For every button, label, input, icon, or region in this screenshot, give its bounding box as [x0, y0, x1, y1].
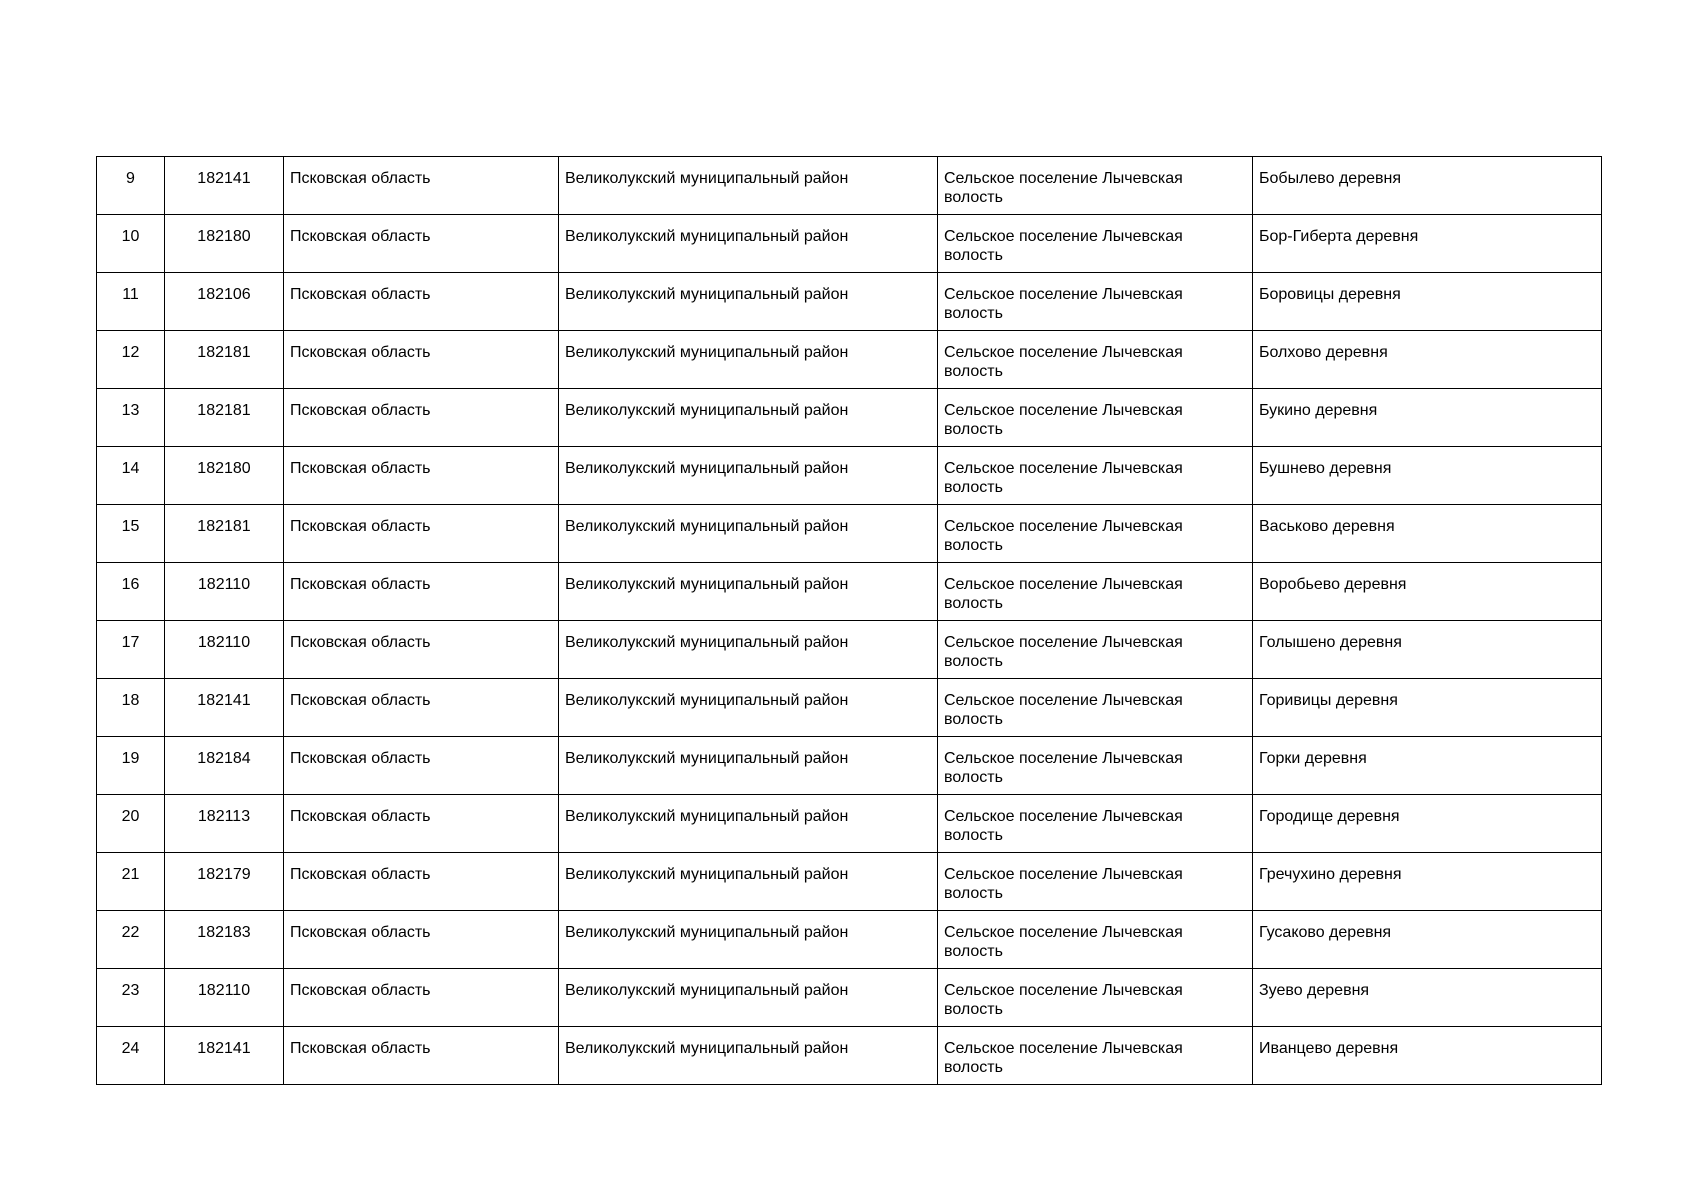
postal-index-cell: 182141: [165, 679, 284, 737]
table-row: [97, 679, 1602, 737]
settlement-cell: Сельское поселение Лычевская волость: [938, 911, 1253, 969]
row-number-cell: 15: [97, 505, 165, 563]
row-number-cell: 22: [97, 911, 165, 969]
table-row: [97, 1027, 1602, 1085]
region-cell: Псковская область: [284, 911, 559, 969]
locality-cell: Болхово деревня: [1253, 331, 1602, 389]
locality-cell: Боровицы деревня: [1253, 273, 1602, 331]
locality-cell: Горки деревня: [1253, 737, 1602, 795]
locality-cell: Иванцево деревня: [1253, 1027, 1602, 1085]
postal-index-cell: 182181: [165, 505, 284, 563]
region-cell: Псковская область: [284, 969, 559, 1027]
locality-cell: Васьково деревня: [1253, 505, 1602, 563]
row-number-cell: 17: [97, 621, 165, 679]
settlement-cell: Сельское поселение Лычевская волость: [938, 331, 1253, 389]
region-cell: Псковская область: [284, 157, 559, 215]
region-cell: Псковская область: [284, 505, 559, 563]
region-cell: Псковская область: [284, 621, 559, 679]
table-row: [97, 911, 1602, 969]
postal-index-cell: 182181: [165, 331, 284, 389]
postal-index-cell: 182106: [165, 273, 284, 331]
region-cell: Псковская область: [284, 389, 559, 447]
table-row: [97, 853, 1602, 911]
region-cell: Псковская область: [284, 331, 559, 389]
locality-cell: Городище деревня: [1253, 795, 1602, 853]
row-number-cell: 14: [97, 447, 165, 505]
settlement-cell: Сельское поселение Лычевская волость: [938, 1027, 1253, 1085]
postal-index-cell: 182183: [165, 911, 284, 969]
table-row: [97, 157, 1602, 215]
locality-cell: Гусаково деревня: [1253, 911, 1602, 969]
settlement-cell: Сельское поселение Лычевская волость: [938, 737, 1253, 795]
settlement-cell: Сельское поселение Лычевская волость: [938, 505, 1253, 563]
district-cell: Великолукский муниципальный район: [559, 505, 938, 563]
row-number-cell: 16: [97, 563, 165, 621]
row-number-cell: 19: [97, 737, 165, 795]
district-cell: Великолукский муниципальный район: [559, 853, 938, 911]
district-cell: Великолукский муниципальный район: [559, 389, 938, 447]
table-row: [97, 737, 1602, 795]
district-cell: Великолукский муниципальный район: [559, 795, 938, 853]
locality-cell: Бобылево деревня: [1253, 157, 1602, 215]
settlement-cell: Сельское поселение Лычевская волость: [938, 679, 1253, 737]
table-row: [97, 273, 1602, 331]
region-cell: Псковская область: [284, 447, 559, 505]
locality-cell: Бор-Гиберта деревня: [1253, 215, 1602, 273]
district-cell: Великолукский муниципальный район: [559, 157, 938, 215]
row-number-cell: 9: [97, 157, 165, 215]
district-cell: Великолукский муниципальный район: [559, 737, 938, 795]
row-number-cell: 20: [97, 795, 165, 853]
table-body: [97, 157, 1602, 1085]
settlement-cell: Сельское поселение Лычевская волость: [938, 563, 1253, 621]
district-cell: Великолукский муниципальный район: [559, 331, 938, 389]
row-number-cell: 13: [97, 389, 165, 447]
postal-index-cell: 182141: [165, 1027, 284, 1085]
row-number-cell: 23: [97, 969, 165, 1027]
settlement-cell: Сельское поселение Лычевская волость: [938, 969, 1253, 1027]
table-row: [97, 331, 1602, 389]
table-row: [97, 215, 1602, 273]
settlement-cell: Сельское поселение Лычевская волость: [938, 621, 1253, 679]
postal-index-cell: 182184: [165, 737, 284, 795]
settlement-cell: Сельское поселение Лычевская волость: [938, 447, 1253, 505]
region-cell: Псковская область: [284, 1027, 559, 1085]
region-cell: Псковская область: [284, 679, 559, 737]
row-number-cell: 18: [97, 679, 165, 737]
row-number-cell: 11: [97, 273, 165, 331]
postal-index-cell: 182179: [165, 853, 284, 911]
district-cell: Великолукский муниципальный район: [559, 447, 938, 505]
settlement-cell: Сельское поселение Лычевская волость: [938, 795, 1253, 853]
locality-cell: Гречухино деревня: [1253, 853, 1602, 911]
region-cell: Псковская область: [284, 737, 559, 795]
row-number-cell: 21: [97, 853, 165, 911]
table-row: [97, 795, 1602, 853]
locality-cell: Бушнево деревня: [1253, 447, 1602, 505]
region-cell: Псковская область: [284, 795, 559, 853]
table-row: [97, 389, 1602, 447]
settlement-cell: Сельское поселение Лычевская волость: [938, 389, 1253, 447]
district-cell: Великолукский муниципальный район: [559, 969, 938, 1027]
postal-index-cell: 182180: [165, 447, 284, 505]
locality-cell: Букино деревня: [1253, 389, 1602, 447]
row-number-cell: 10: [97, 215, 165, 273]
district-cell: Великолукский муниципальный район: [559, 215, 938, 273]
region-cell: Псковская область: [284, 563, 559, 621]
table-row: [97, 447, 1602, 505]
settlement-cell: Сельское поселение Лычевская волость: [938, 853, 1253, 911]
region-cell: Псковская область: [284, 853, 559, 911]
postal-index-cell: 182110: [165, 969, 284, 1027]
district-cell: Великолукский муниципальный район: [559, 563, 938, 621]
district-cell: Великолукский муниципальный район: [559, 1027, 938, 1085]
postal-index-cell: 182181: [165, 389, 284, 447]
postal-index-cell: 182113: [165, 795, 284, 853]
district-cell: Великолукский муниципальный район: [559, 273, 938, 331]
table-row: [97, 505, 1602, 563]
region-cell: Псковская область: [284, 273, 559, 331]
settlement-cell: Сельское поселение Лычевская волость: [938, 157, 1253, 215]
locality-cell: Воробьево деревня: [1253, 563, 1602, 621]
row-number-cell: 24: [97, 1027, 165, 1085]
locality-cell: Зуево деревня: [1253, 969, 1602, 1027]
locality-cell: Голышено деревня: [1253, 621, 1602, 679]
postal-index-cell: 182180: [165, 215, 284, 273]
district-cell: Великолукский муниципальный район: [559, 679, 938, 737]
postal-index-cell: 182110: [165, 621, 284, 679]
table-row: [97, 969, 1602, 1027]
postal-index-cell: 182141: [165, 157, 284, 215]
table-row: [97, 621, 1602, 679]
district-cell: Великолукский муниципальный район: [559, 621, 938, 679]
region-cell: Псковская область: [284, 215, 559, 273]
district-cell: Великолукский муниципальный район: [559, 911, 938, 969]
settlements-table: [96, 156, 1602, 1085]
postal-index-cell: 182110: [165, 563, 284, 621]
locality-cell: Горивицы деревня: [1253, 679, 1602, 737]
table-row: [97, 563, 1602, 621]
settlement-cell: Сельское поселение Лычевская волость: [938, 215, 1253, 273]
row-number-cell: 12: [97, 331, 165, 389]
settlement-cell: Сельское поселение Лычевская волость: [938, 273, 1253, 331]
